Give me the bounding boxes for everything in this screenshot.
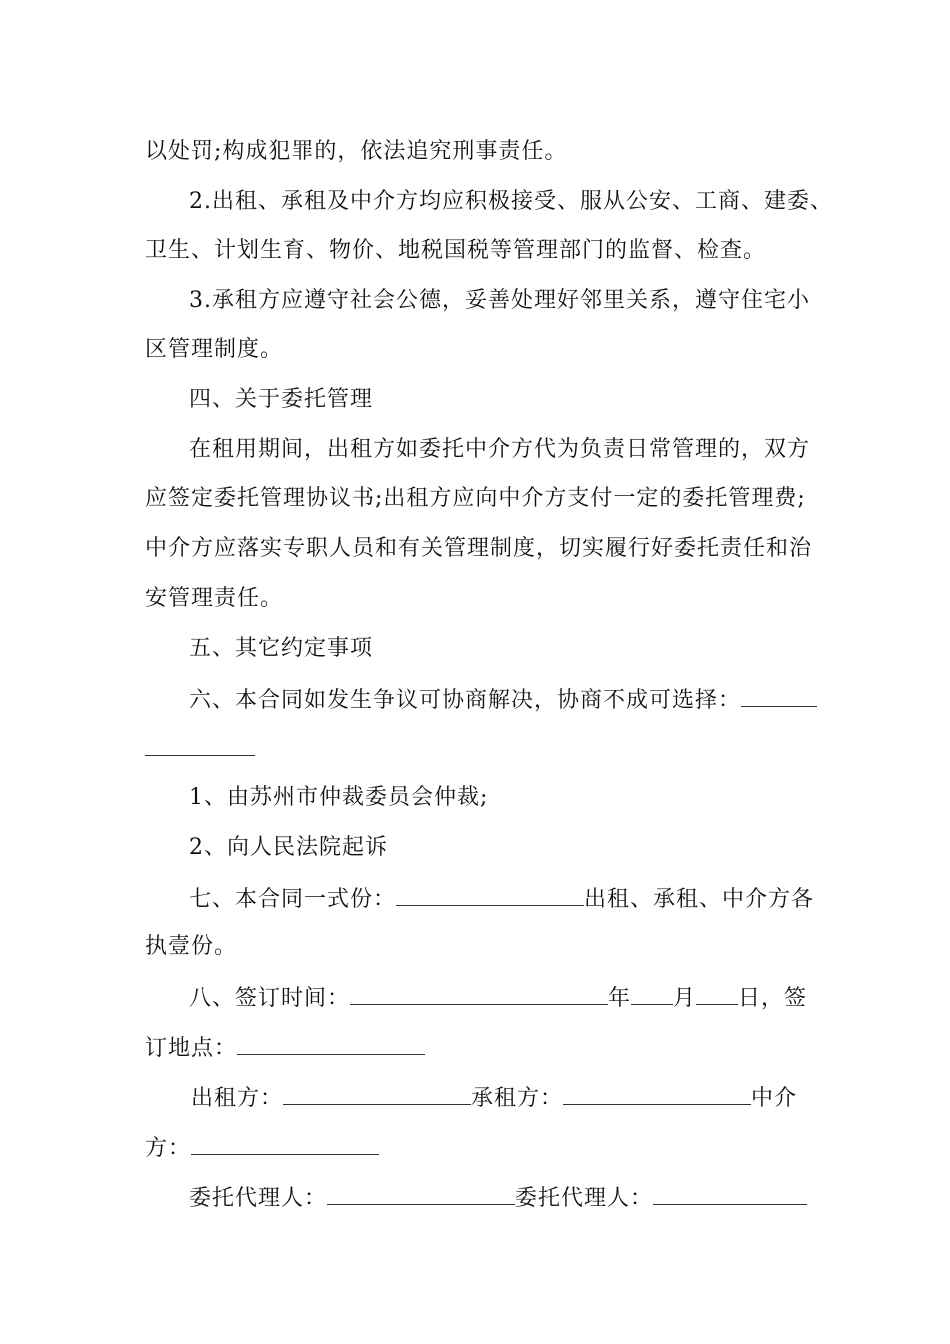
copies-clause-label: 七、本合同一式份： xyxy=(189,887,397,912)
signing-place-label: 订地点： xyxy=(145,1036,238,1061)
paragraph-line: 在租用期间，出租方如委托中介方代为负责日常管理的，双方 xyxy=(189,437,811,462)
section-heading: 五、其它约定事项 xyxy=(189,636,374,661)
lessee-blank xyxy=(563,1082,751,1105)
paragraph-line: 2.出租、承租及中介方均应积极接受、服从公安、工商、建委、 xyxy=(189,189,833,214)
blank-line xyxy=(145,733,255,763)
list-item: 1、由苏州市仲裁委员会仲裁; xyxy=(189,785,489,810)
signing-time-line xyxy=(189,982,807,1012)
arbitration-choice-blank xyxy=(741,684,817,707)
lessee-label: 承租方： xyxy=(471,1086,564,1111)
paragraph-line: 3.承租方应遵守社会公德，妥善处理好邻里关系，遵守住宅小 xyxy=(189,288,810,313)
arbitration-choice-blank-continued xyxy=(145,733,255,756)
signing-place-blank xyxy=(237,1032,425,1055)
day-label: 日，签 xyxy=(738,986,808,1011)
parties-line xyxy=(191,1082,797,1112)
signing-time-label: 八、签订时间： xyxy=(189,986,351,1011)
year-label: 年 xyxy=(608,986,632,1011)
copies-clause-line xyxy=(189,883,814,913)
dispute-clause-text: 六、本合同如发生争议可协商解决，协商不成可选择： xyxy=(189,688,742,713)
signing-place-line xyxy=(145,1032,425,1062)
paragraph-line: 应签定委托管理协议书;出租方应向中介方支付一定的委托管理费; xyxy=(145,486,806,511)
signing-date-blank xyxy=(350,982,608,1005)
representative-blank xyxy=(653,1182,807,1205)
paragraph-line: 执壹份。 xyxy=(145,934,238,959)
paragraph-line: 卫生、计划生育、物价、地税国税等管理部门的监督、检查。 xyxy=(145,238,767,263)
agent-label: 中介 xyxy=(751,1086,798,1111)
agent-label-continued: 方： xyxy=(145,1136,192,1161)
representative-label: 委托代理人： xyxy=(515,1186,654,1211)
paragraph-line: 区管理制度。 xyxy=(145,337,284,362)
dispute-clause-line xyxy=(189,684,817,714)
day-blank xyxy=(696,982,738,1005)
section-heading: 四、关于委托管理 xyxy=(189,387,374,412)
month-label: 月 xyxy=(673,986,697,1011)
copies-count-blank xyxy=(396,883,584,906)
lessor-label: 出租方： xyxy=(191,1086,284,1111)
representative-blank xyxy=(327,1182,515,1205)
copies-clause-text: 出租、承租、中介方各 xyxy=(584,887,815,912)
paragraph-line: 以处罚;构成犯罪的，依法追究刑事责任。 xyxy=(145,139,568,164)
paragraph-line: 安管理责任。 xyxy=(145,586,284,611)
parties-line-continued xyxy=(145,1132,379,1162)
representatives-line xyxy=(189,1182,807,1212)
representative-label: 委托代理人： xyxy=(189,1186,328,1211)
agent-blank xyxy=(191,1132,379,1155)
lessor-blank xyxy=(283,1082,471,1105)
month-blank xyxy=(631,982,673,1005)
list-item: 2、向人民法院起诉 xyxy=(189,835,388,860)
paragraph-line: 中介方应落实专职人员和有关管理制度，切实履行好委托责任和治 xyxy=(145,536,813,561)
